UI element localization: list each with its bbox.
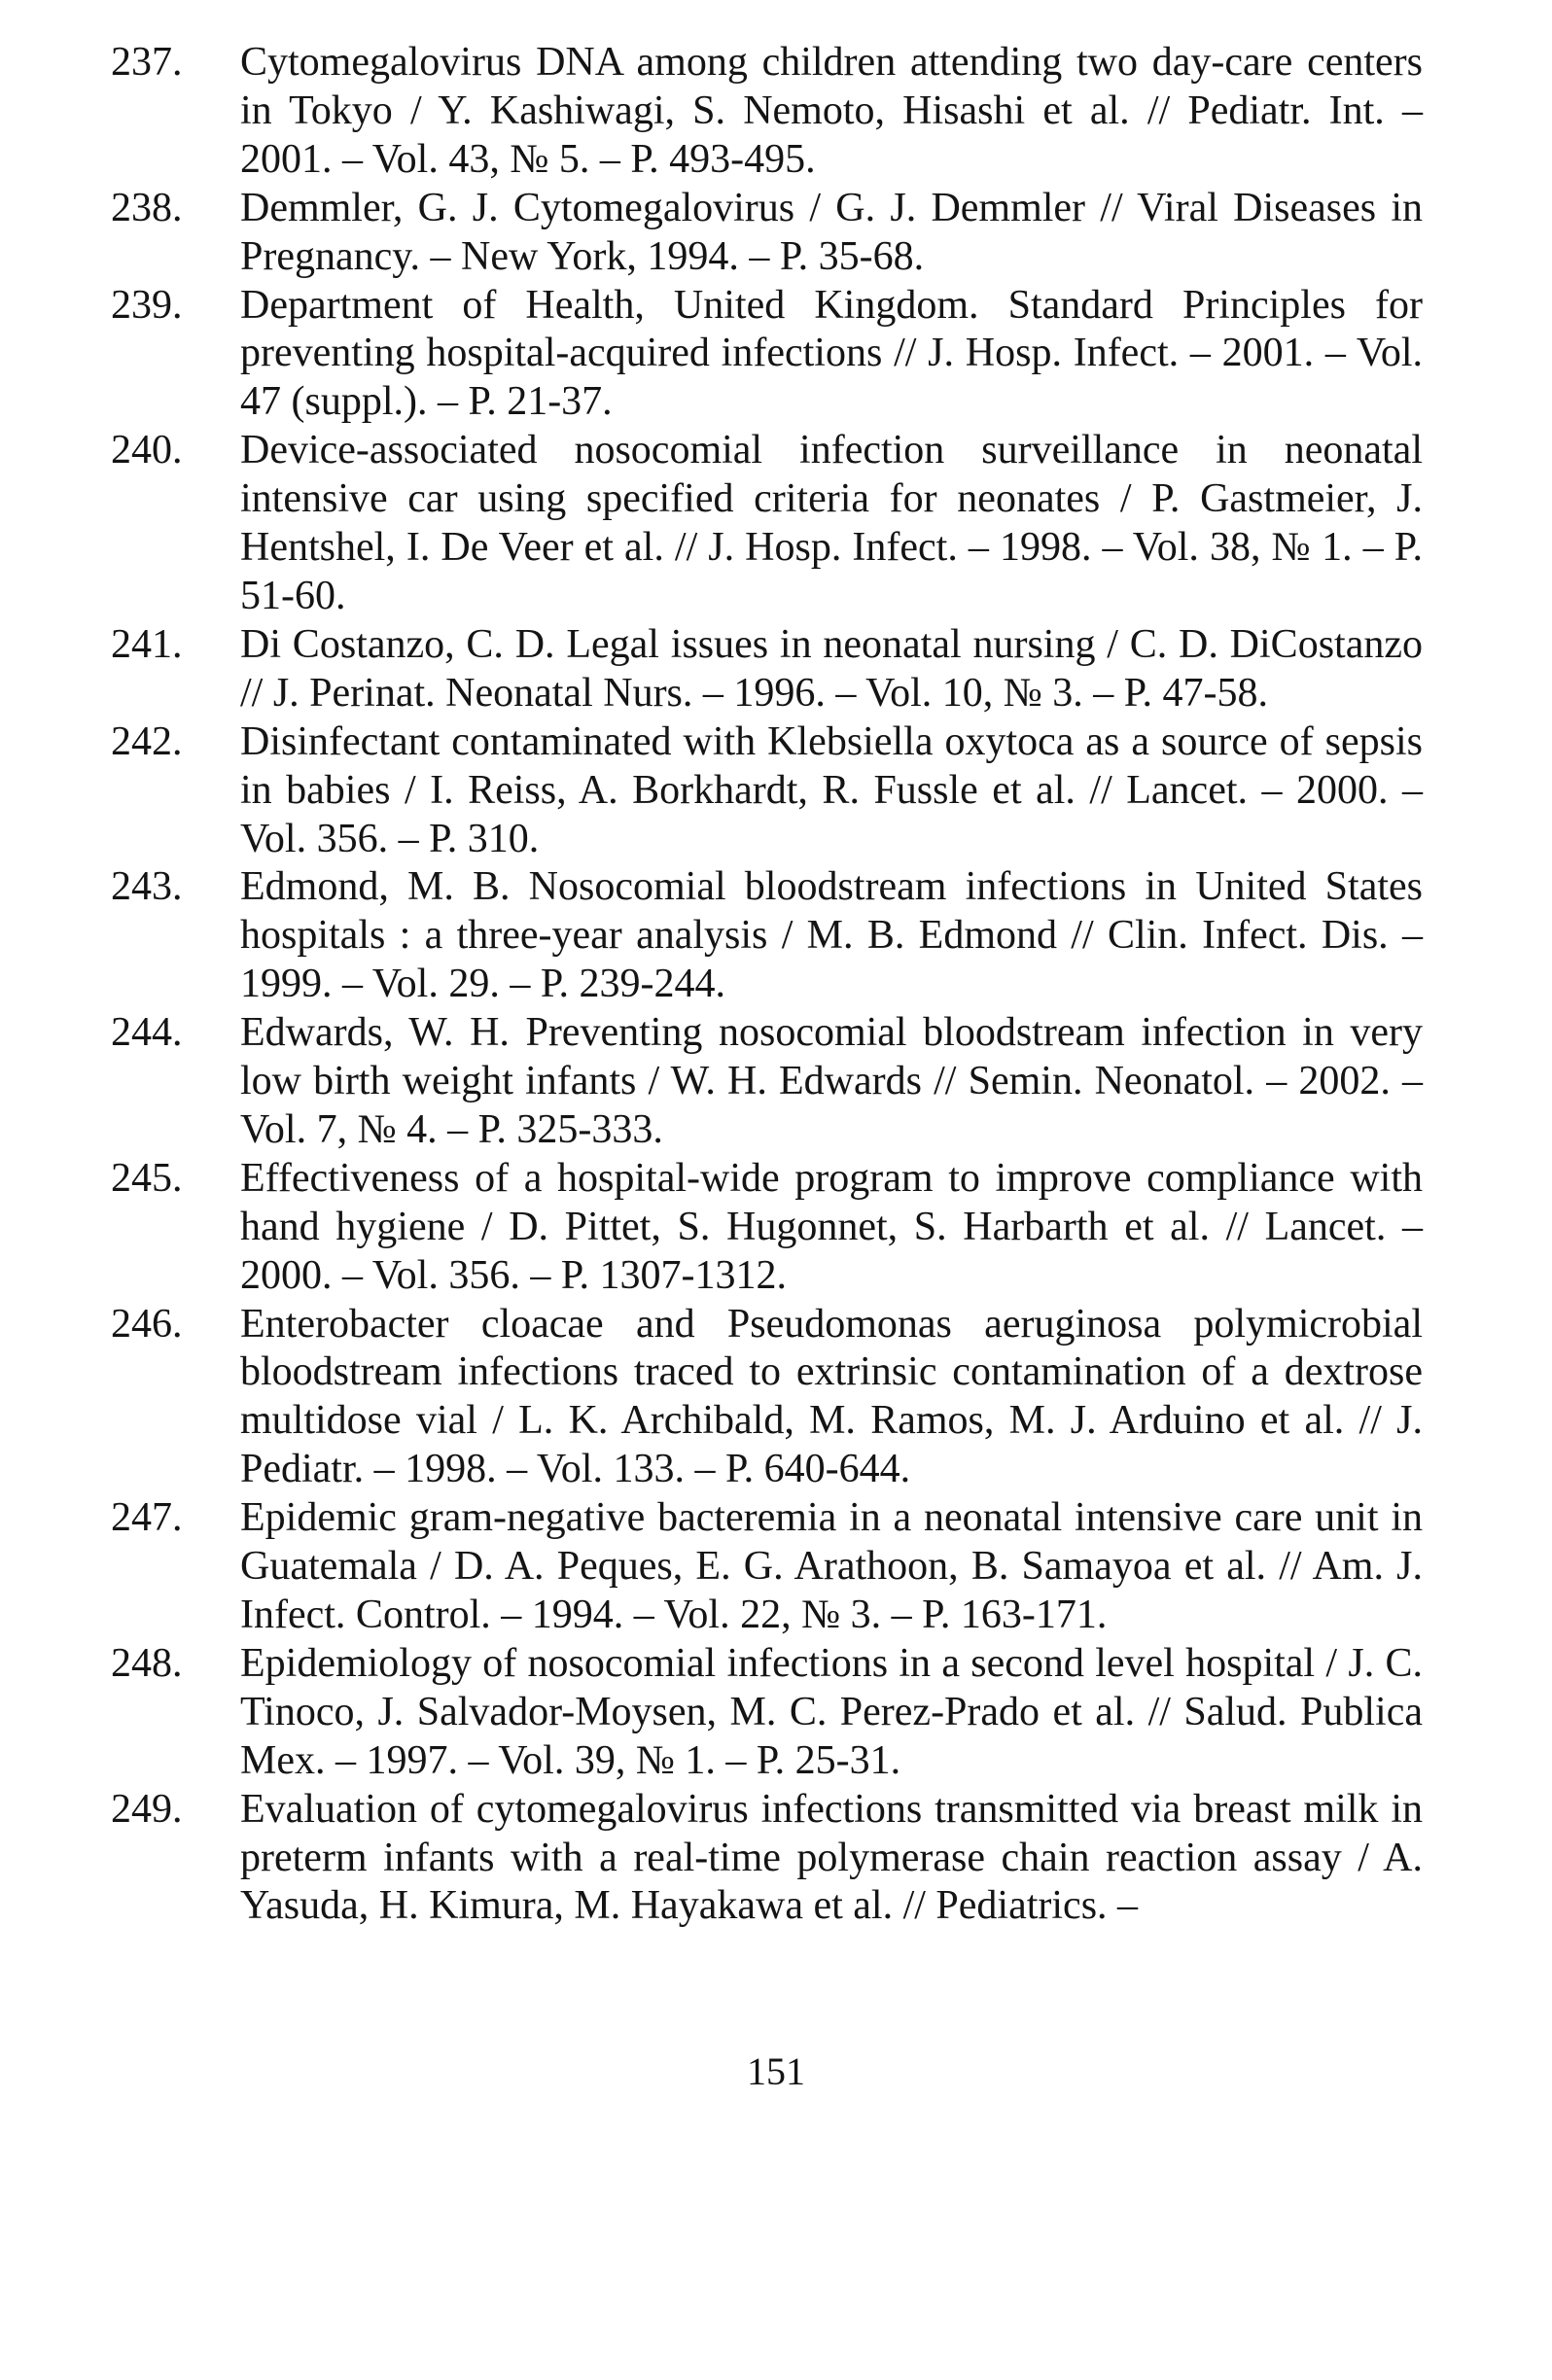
reference-number: 243. bbox=[111, 864, 183, 910]
reference-text: Di Costanzo, C. D. Legal issues in neonatal nursing / C. D. DiCostanzo // J. Perinat. Neonatal Nurs. – 1996. – Vol. 10, № 3. – P. 47-58. bbox=[240, 621, 1423, 716]
reference-number: 240. bbox=[111, 428, 183, 473]
reference-text: Epidemic gram-negative bacteremia in a neonatal intensive care unit in Guatemala / D. A. Peques, E. G. Arathoon, B. Samayoa et al. // Am. J. Infect. Control. – 1994. – Vol. 22, № 3. – P. 163-171. bbox=[240, 1495, 1423, 1637]
reference-text: Disinfectant contaminated with Klebsiella oxytoca as a source of sepsis in babies / I. Reiss, A. Borkhardt, R. Fussle et al. // Lancet. – 2000. –Vol. 356. – P. 310. bbox=[240, 718, 1423, 861]
reference-number: 247. bbox=[111, 1495, 183, 1541]
reference-text: Enterobacter cloacae and Pseudomonas aeruginosa polymicrobial bloodstream infections traced to extrinsic contamination of a dextrose multidose vial / L. K. Archibald, M. Ramos, M. J. Arduino et al. // J. Pediatr. – 1998. – Vol. 133. – P. 640-644. bbox=[240, 1301, 1423, 1492]
reference-text: Department of Health, United Kingdom. Standard Principles for preventing hospital-acquired infections // J. Hosp. Infect. – 2001. – Vol. 47 (suppl.). – P. 21-37. bbox=[240, 282, 1423, 425]
reference-item bbox=[0, 1640, 1552, 1786]
reference-number: 241. bbox=[111, 621, 183, 667]
reference-item bbox=[0, 1009, 1552, 1155]
reference-text: Demmler, G. J. Cytomegalovirus / G. J. Demmler // Viral Diseases in Pregnancy. – New York, 1994. – P. 35-68. bbox=[240, 185, 1423, 279]
reference-item bbox=[0, 718, 1552, 864]
reference-item bbox=[0, 1155, 1552, 1301]
reference-item bbox=[0, 863, 1552, 1009]
reference-item bbox=[0, 39, 1552, 185]
reference-number: 238. bbox=[111, 185, 183, 230]
page-number: 151 bbox=[747, 2049, 805, 2093]
reference-number: 248. bbox=[111, 1640, 183, 1686]
reference-item bbox=[0, 1786, 1552, 1932]
reference-text: Device-associated nosocomial infection surveillance in neonatal intensive car using specified criteria for neonates / P. Gastmeier, J. Hentshel, I. De Veer et al. // J. Hosp. Infect. – 1998. – Vol. 38, № 1. – P. 51-60. bbox=[240, 428, 1423, 618]
reference-item bbox=[0, 621, 1552, 718]
reference-item bbox=[0, 1494, 1552, 1640]
reference-item bbox=[0, 427, 1552, 621]
reference-item bbox=[0, 1301, 1552, 1495]
reference-item bbox=[0, 282, 1552, 428]
reference-list bbox=[0, 39, 1552, 1931]
reference-text: Effectiveness of a hospital-wide program to improve compliance with hand hygiene / D. Pittet, S. Hugonnet, S. Harbarth et al. // Lancet. – 2000. – Vol. 356. – P. 1307-1312. bbox=[240, 1155, 1423, 1298]
reference-number: 246. bbox=[111, 1301, 183, 1347]
reference-text: Edmond, M. B. Nosocomial bloodstream infections in United States hospitals : a three-year analysis / M. B. Edmond // Clin. Infect. Dis. – 1999. – Vol. 29. – P. 239-244. bbox=[240, 864, 1423, 1007]
reference-text: Edwards, W. H. Preventing nosocomial bloodstream infection in very low birth weight infants / W. H. Edwards // Semin. Neonatol. – 2002. – Vol. 7, № 4. – P. 325-333. bbox=[240, 1010, 1423, 1152]
reference-text: Evaluation of cytomegalovirus infections transmitted via breast milk in preterm infants with a real-time polymerase chain reaction assay / A. Yasuda, H. Kimura, M. Hayakawa et al. // Pediatrics. – bbox=[240, 1786, 1423, 1929]
reference-number: 242. bbox=[111, 718, 183, 764]
reference-number: 245. bbox=[111, 1155, 183, 1201]
reference-text: Cytomegalovirus DNA among children attending two day-care centers in Tokyo / Y. Kashiwagi, S. Nemoto, Hisashi et al. // Pediatr. Int. – 2001. – Vol. 43, № 5. – P. 493-495. bbox=[240, 40, 1423, 182]
reference-number: 244. bbox=[111, 1010, 183, 1056]
reference-number: 239. bbox=[111, 282, 183, 328]
reference-item bbox=[0, 185, 1552, 282]
reference-number: 237. bbox=[111, 40, 183, 85]
reference-text: Epidemiology of nosocomial infections in a second level hospital / J. C. Tinoco, J. Salvador-Moysen, M. C. Perez-Prado et al. // Salud. Publica Mex. – 1997. – Vol. 39, № 1. – P. 25-31. bbox=[240, 1640, 1423, 1783]
reference-number: 249. bbox=[111, 1786, 183, 1832]
